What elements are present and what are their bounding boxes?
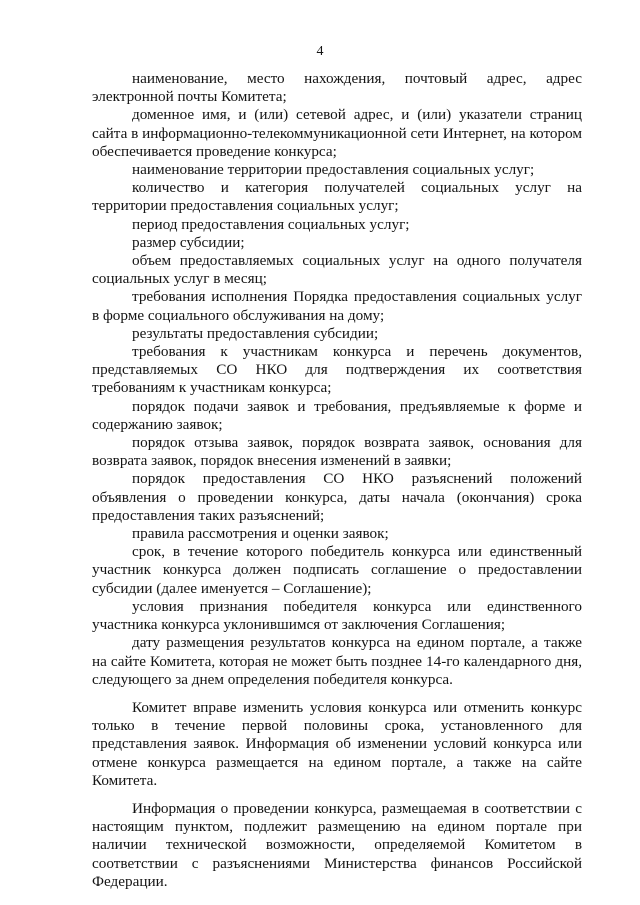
list-item-participant-requirements: требования к участникам конкурса и перечень документов, представляемых СО НКО для подтверждения их соответствия требованиям к участникам конкурса;	[92, 343, 582, 397]
list-item-agreement-deadline: срок, в течение которого победитель конкурса или единственный участник конкурса должен подписать соглашение о предоставлении субсидии (далее именуется – Соглашение);	[92, 543, 582, 597]
list-item-domain-name: доменное имя, и (или) сетевой адрес, и (или) указатели страниц сайта в информационно-телекоммуникационной сети Интернет, на котором обеспечивается проведение конкурса;	[92, 106, 582, 160]
paragraph-information-placement: Информация о проведении конкурса, размещаемая в соответствии с настоящим пунктом, подлежит размещению на едином портале при наличии технической возможности, определяемой Комитетом в соответствии с разъяснениями Министерства финансов Российской Федерации.	[92, 799, 582, 890]
list-item-name-address: наименование, место нахождения, почтовый адрес, адрес электронной почты Комитета;	[92, 70, 582, 106]
page-number: 4	[316, 44, 324, 59]
paragraph-contest-changes: Комитет вправе изменить условия конкурса или отменить конкурс только в течение первой половины срока, установленного для представления заявок. Информация об изменении условий конкурса или отмене конкурса размещается на едином портале, а также на сайте Комитета.	[92, 698, 582, 789]
list-item-application-submission: порядок подачи заявок и требования, предъявляемые к форме и содержанию заявок;	[92, 397, 582, 433]
list-item-results-publication: дату размещения результатов конкурса на едином портале, а также на сайте Комитета, которая не может быть позднее 14-го календарного дня, следующего за днем определения победителя конкурса.	[92, 634, 582, 688]
list-item-evaluation-rules: правила рассмотрения и оценки заявок;	[132, 525, 389, 543]
list-item-service-volume: объем предоставляемых социальных услуг на одного получателя социальных услуг в месяц;	[92, 252, 582, 288]
list-item-application-withdrawal: порядок отзыва заявок, порядок возврата заявок, основания для возврата заявок, порядок внесения изменений в заявки;	[92, 434, 582, 470]
list-item-procedure-requirements: требования исполнения Порядка предоставления социальных услуг в форме социального обслуживания на дому;	[92, 288, 582, 324]
list-item-subsidy-results: результаты предоставления субсидии;	[132, 324, 379, 342]
list-item-clarifications: порядок предоставления СО НКО разъяснений положений объявления о проведении конкурса, даты начала (окончания) срока предоставления таких разъяснений;	[92, 470, 582, 524]
list-item-subsidy-amount: размер субсидии;	[132, 233, 245, 251]
list-item-recipients: количество и категория получателей социальных услуг на территории предоставления социальных услуг;	[92, 179, 582, 215]
list-item-territory: наименование территории предоставления социальных услуг;	[132, 161, 535, 179]
list-item-evasion-conditions: условия признания победителя конкурса или единственного участника конкурса уклонившимся от заключения Соглашения;	[92, 597, 582, 634]
list-item-period: период предоставления социальных услуг;	[132, 215, 410, 233]
document-body	[92, 70, 582, 891]
